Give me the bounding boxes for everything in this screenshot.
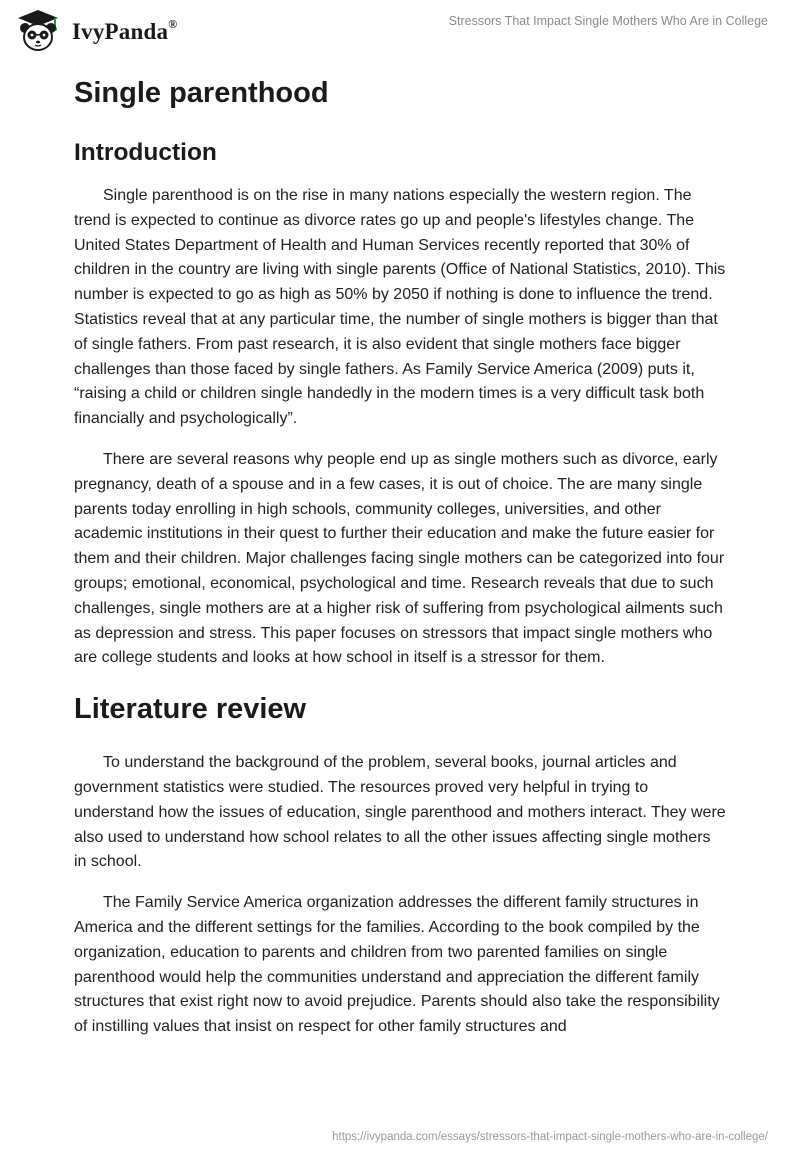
article-title: Single parenthood <box>74 77 329 109</box>
article-body <box>74 70 726 1040</box>
paragraph: The Family Service America organization addresses the different family structures in America and the different settings for the families. According to the book compiled by the organization, education to parents and children from two parented families on single parenthood would help the communities understand and appreciation the different family structures that exist right now to avoid prejudice. Parents should also take the responsibility of instilling values that insist on respect for other family structures and <box>74 894 720 1036</box>
section-heading-literature-review: Literature review <box>74 693 307 726</box>
paragraph: To understand the background of the problem, several books, journal articles and government statistics were studied. The resources proved very helpful in trying to understand how the issues of education, single parenthood and mothers interact. They were also used to understand how school relates to all the other issues affecting single mothers in school. <box>74 754 726 871</box>
brand-name[interactable]: IvyPanda® <box>72 17 178 44</box>
panda-graduate-icon[interactable] <box>14 6 62 54</box>
section-heading-introduction: Introduction <box>74 139 217 166</box>
page-header <box>0 0 800 62</box>
source-url[interactable]: https://ivypanda.com/essays/stressors-that-impact-single-mothers-who-are-in-college/ <box>332 1131 768 1143</box>
paragraph: Single parenthood is on the rise in many nations especially the western region. The trend is expected to continue as divorce rates go up and people's lifestyles change. The United States Department of Health and Human Services recently reported that 30% of children in the country are living with single parents (Office of National Statistics, 2010). This number is expected to go as high as 50% by 2050 if nothing is done to influence the trend. Statistics reveal that at any particular time, the number of single mothers is bigger than that of single fathers. From past research, it is also evident that single mothers face bigger challenges than those faced by single fathers. As Family Service America (2009) puts it, “raising a child or children single handedly in the modern times is a very difficult task both financially and psychologically”. <box>74 187 726 428</box>
document-title: Stressors That Impact Single Mothers Who Are in College <box>448 14 768 28</box>
paragraph: There are several reasons why people end up as single mothers such as divorce, early pregnancy, death of a spouse and in a few cases, it is out of choice. The are many single parents today enrolling in high schools, community colleges, universities, and other academic institutions in their quest to further their education and make the future easier for them and their children. Major challenges facing single mothers can be categorized into four groups; emotional, economical, psychological and time. Research reveals that due to such challenges, single mothers are at a higher risk of suffering from psychological ailments such as depression and stress. This paper focuses on stressors that impact single mothers who are college students and looks at how school in itself is a stressor for them. <box>74 450 725 667</box>
